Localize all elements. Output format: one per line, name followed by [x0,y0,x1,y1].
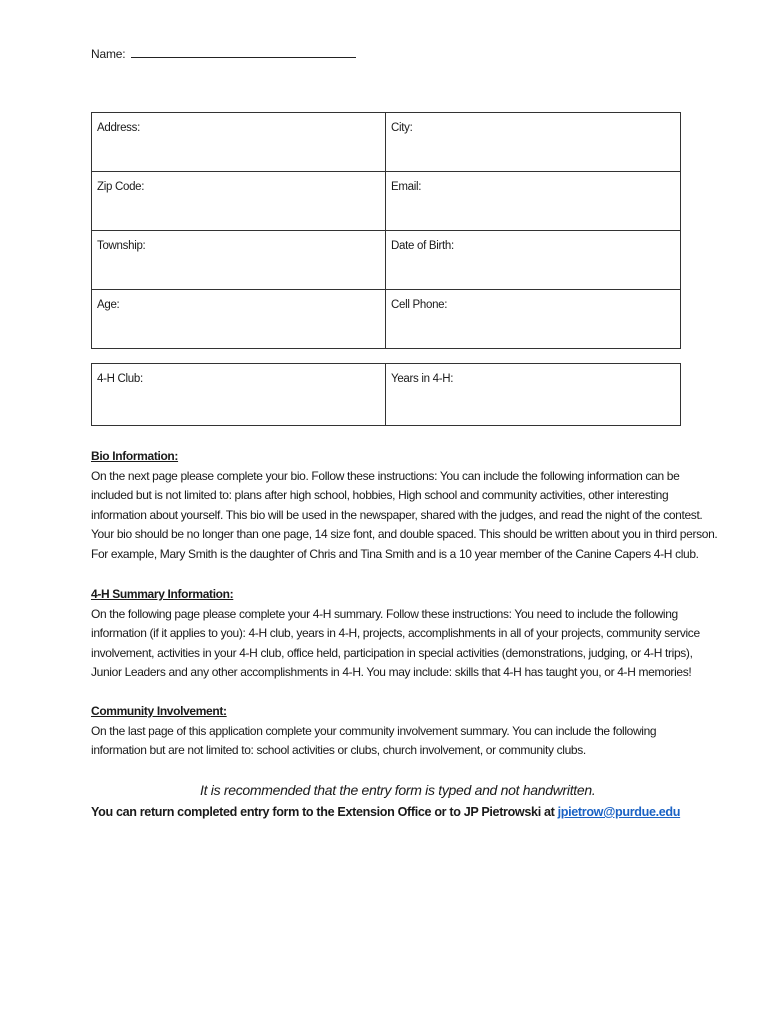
cell-phone-cell[interactable]: Cell Phone: [386,290,681,349]
summary-text-line: On the following page please complete your 4-H summary. Follow these instructions: You need to include the following [91,606,678,621]
email-link[interactable]: jpietrow@purdue.edu [557,805,681,819]
summary-text-line: involvement, activities in your 4-H club, office held, participation in special activities (demonstrations, judging, or 4-H trips), [91,645,693,660]
community-section [91,702,691,761]
address-cell[interactable]: Address: [92,113,386,172]
return-text: You can return completed entry form to the Extension Office or to JP Pietrowski at [91,805,558,819]
age-cell[interactable]: Age: [92,290,386,349]
city-cell[interactable]: City: [386,113,681,172]
table-row [92,231,681,290]
bio-text-line: For example, Mary Smith is the daughter of Chris and Tina Smith and is a 10 year member of the Canine Capers 4-H club. [91,546,699,561]
table-row [92,172,681,231]
name-blank-line[interactable] [131,47,356,58]
township-cell[interactable]: Township: [92,231,386,290]
bio-text-line: Your bio should be no longer than one page, 14 size font, and double spaced. This should be written about you in third person. [91,527,718,542]
community-heading: Community Involvement: [91,704,227,718]
summary-heading: 4-H Summary Information: [91,587,234,601]
email-cell[interactable]: Email: [386,172,681,231]
4h-club-cell[interactable]: 4-H Club: [92,364,386,426]
summary-text-line: information (if it applies to you): 4-H club, years in 4-H, projects, accomplishments in all of your projects, community service [91,626,700,641]
table-row [92,364,681,426]
community-text-line: On the last page of this application complete your community involvement summary. You can include the following [91,723,657,738]
name-label: Name: [91,47,126,61]
club-info-table [91,363,681,426]
zip-code-cell[interactable]: Zip Code: [92,172,386,231]
summary-section [91,585,700,683]
date-of-birth-cell[interactable]: Date of Birth: [386,231,681,290]
return-instructions [91,805,680,819]
recommendation-note: It is recommended that the entry form is typed and not handwritten. [200,782,596,798]
name-field [91,47,356,61]
contact-info-table [91,112,681,349]
table-row [92,290,681,349]
bio-section [91,447,718,565]
bio-heading: Bio Information: [91,449,179,463]
bio-text-line: included but is not limited to: plans after high school, hobbies, High school and community activities, other interesting [91,488,669,503]
years-in-4h-cell[interactable]: Years in 4-H: [386,364,681,426]
bio-text-line: information about yourself. This bio will be used in the newspaper, shared with the judges, and read the night of the contest. [91,507,703,522]
bio-text-line: On the next page please complete your bio. Follow these instructions: You can include the following information can be [91,468,680,483]
table-row [92,113,681,172]
summary-text-line: Junior Leaders and any other accomplishments in 4-H. You may include: skills that 4-H has taught you, or 4-H memories! [91,665,692,680]
community-text-line: information but are not limited to: school activities or clubs, church involvement, or community clubs. [91,743,586,758]
